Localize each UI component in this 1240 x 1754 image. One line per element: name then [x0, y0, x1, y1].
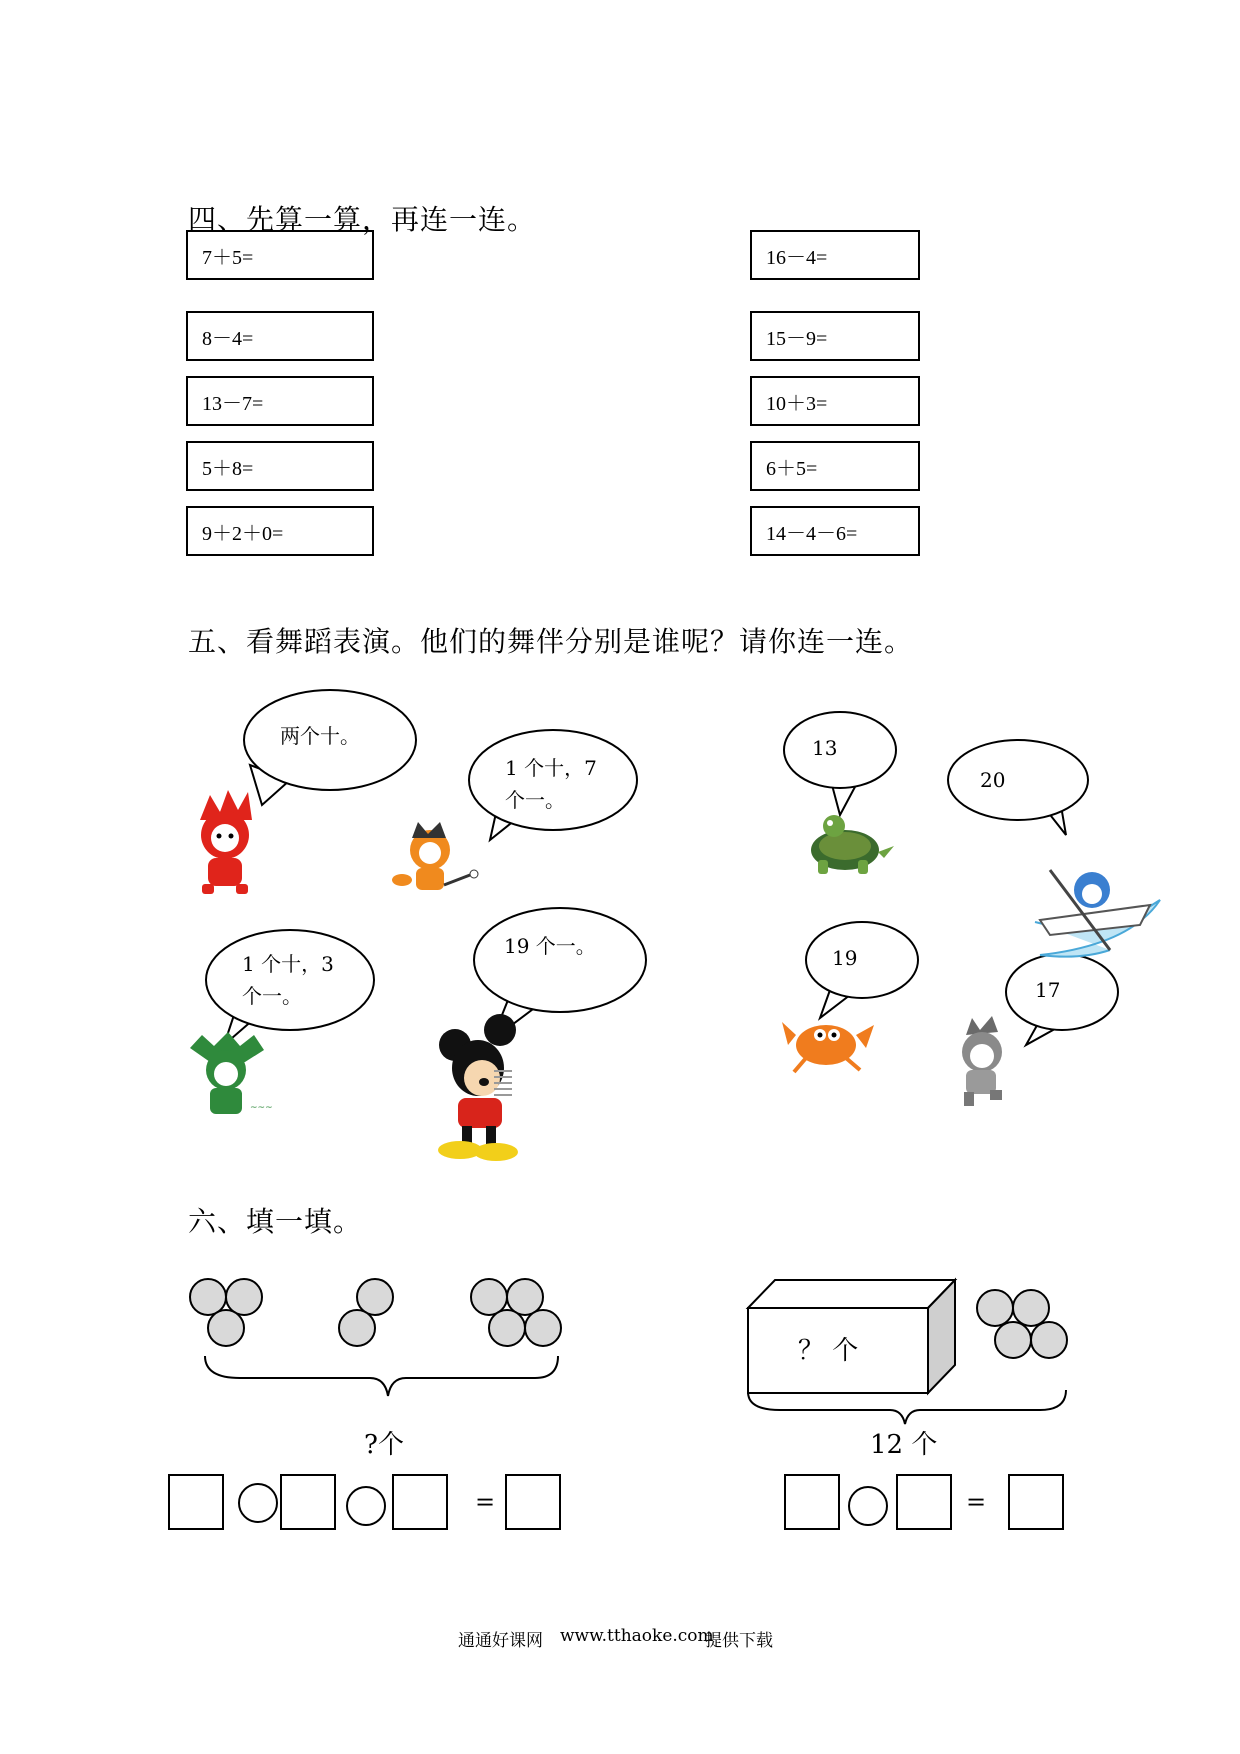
equation-box-left-5[interactable]: 9＋2＋0= — [186, 506, 374, 556]
bubble-text-1ten7-line1: 1 个十，7 — [505, 756, 597, 780]
bubble-text-17: 17 — [1035, 978, 1061, 1002]
section5-title: 五、看舞蹈表演。他们的舞伴分别是谁呢？请你连一连。 — [188, 625, 914, 658]
mouse-cartoon-icon — [438, 1014, 518, 1161]
answer-box-1[interactable] — [168, 1474, 224, 1530]
answer-box-3[interactable] — [392, 1474, 448, 1530]
box-question-label: ？ 个 — [798, 1336, 859, 1366]
left-question-label: ?个 — [364, 1430, 404, 1460]
svg-text:~~~: ~~~ — [250, 1103, 273, 1113]
answer-box-result-left[interactable] — [505, 1474, 561, 1530]
footer-action: 提供下载 — [705, 1631, 773, 1651]
answer-box-5[interactable] — [896, 1474, 952, 1530]
operator-circle-2[interactable] — [346, 1486, 386, 1526]
crab-icon — [782, 1022, 874, 1072]
speech-bubble-13 — [832, 785, 856, 815]
footer-url[interactable]: www.tthaoke.com — [560, 1626, 714, 1646]
right-brace — [748, 1390, 1066, 1424]
answer-box-2[interactable] — [280, 1474, 336, 1530]
section4-title: 四、先算一算，再连一连。 — [188, 203, 537, 236]
equation-box-left-4[interactable]: 5＋8= — [186, 441, 374, 491]
fire-mascot-icon — [200, 790, 252, 894]
equation-box-right-3[interactable]: 10＋3= — [750, 376, 920, 426]
equation-box-right-5[interactable]: 14－4－6= — [750, 506, 920, 556]
equation-box-right-2[interactable]: 15－9= — [750, 311, 920, 361]
bubble-text-1ten3-line2: 个一。 — [242, 984, 302, 1008]
bubble-text-1ten7-line2: 个一。 — [505, 788, 565, 812]
equation-box-right-4[interactable]: 6＋5= — [750, 441, 920, 491]
equation-box-left-3[interactable]: 13－7= — [186, 376, 374, 426]
bubble-text-1ten3-line1: 1 个十，3 — [242, 952, 334, 976]
equals-sign-left: = — [475, 1488, 496, 1516]
turtle-icon — [811, 815, 894, 874]
equation-box-left-1[interactable]: 7＋5= — [186, 230, 374, 280]
operator-circle-3[interactable] — [848, 1486, 888, 1526]
footer-site-name: 通通好课网 — [458, 1631, 543, 1651]
left-brace — [205, 1356, 558, 1396]
bubble-text-19: 19 — [832, 946, 858, 970]
bubble-text-13: 13 — [812, 736, 838, 760]
swallow-mascot-icon — [190, 1032, 273, 1114]
equation-box-left-2[interactable]: 8－4= — [186, 311, 374, 361]
section6-title: 六、填一填。 — [188, 1205, 363, 1238]
bubble-text-two-tens: 两个十。 — [280, 724, 360, 748]
antelope-mascot-icon — [962, 1016, 1002, 1106]
answer-box-result-right[interactable] — [1008, 1474, 1064, 1530]
equals-sign-right: = — [966, 1488, 987, 1516]
operator-circle-1[interactable] — [238, 1483, 278, 1523]
bubble-text-19-ones: 19 个一。 — [504, 934, 596, 958]
right-total-label: 12 个 — [870, 1430, 938, 1460]
equation-box-right-1[interactable]: 16－4= — [750, 230, 920, 280]
canoe-mascot-icon — [1035, 870, 1160, 957]
hockey-mascot-icon — [392, 822, 478, 890]
answer-box-4[interactable] — [784, 1474, 840, 1530]
bubble-text-20: 20 — [980, 768, 1006, 792]
